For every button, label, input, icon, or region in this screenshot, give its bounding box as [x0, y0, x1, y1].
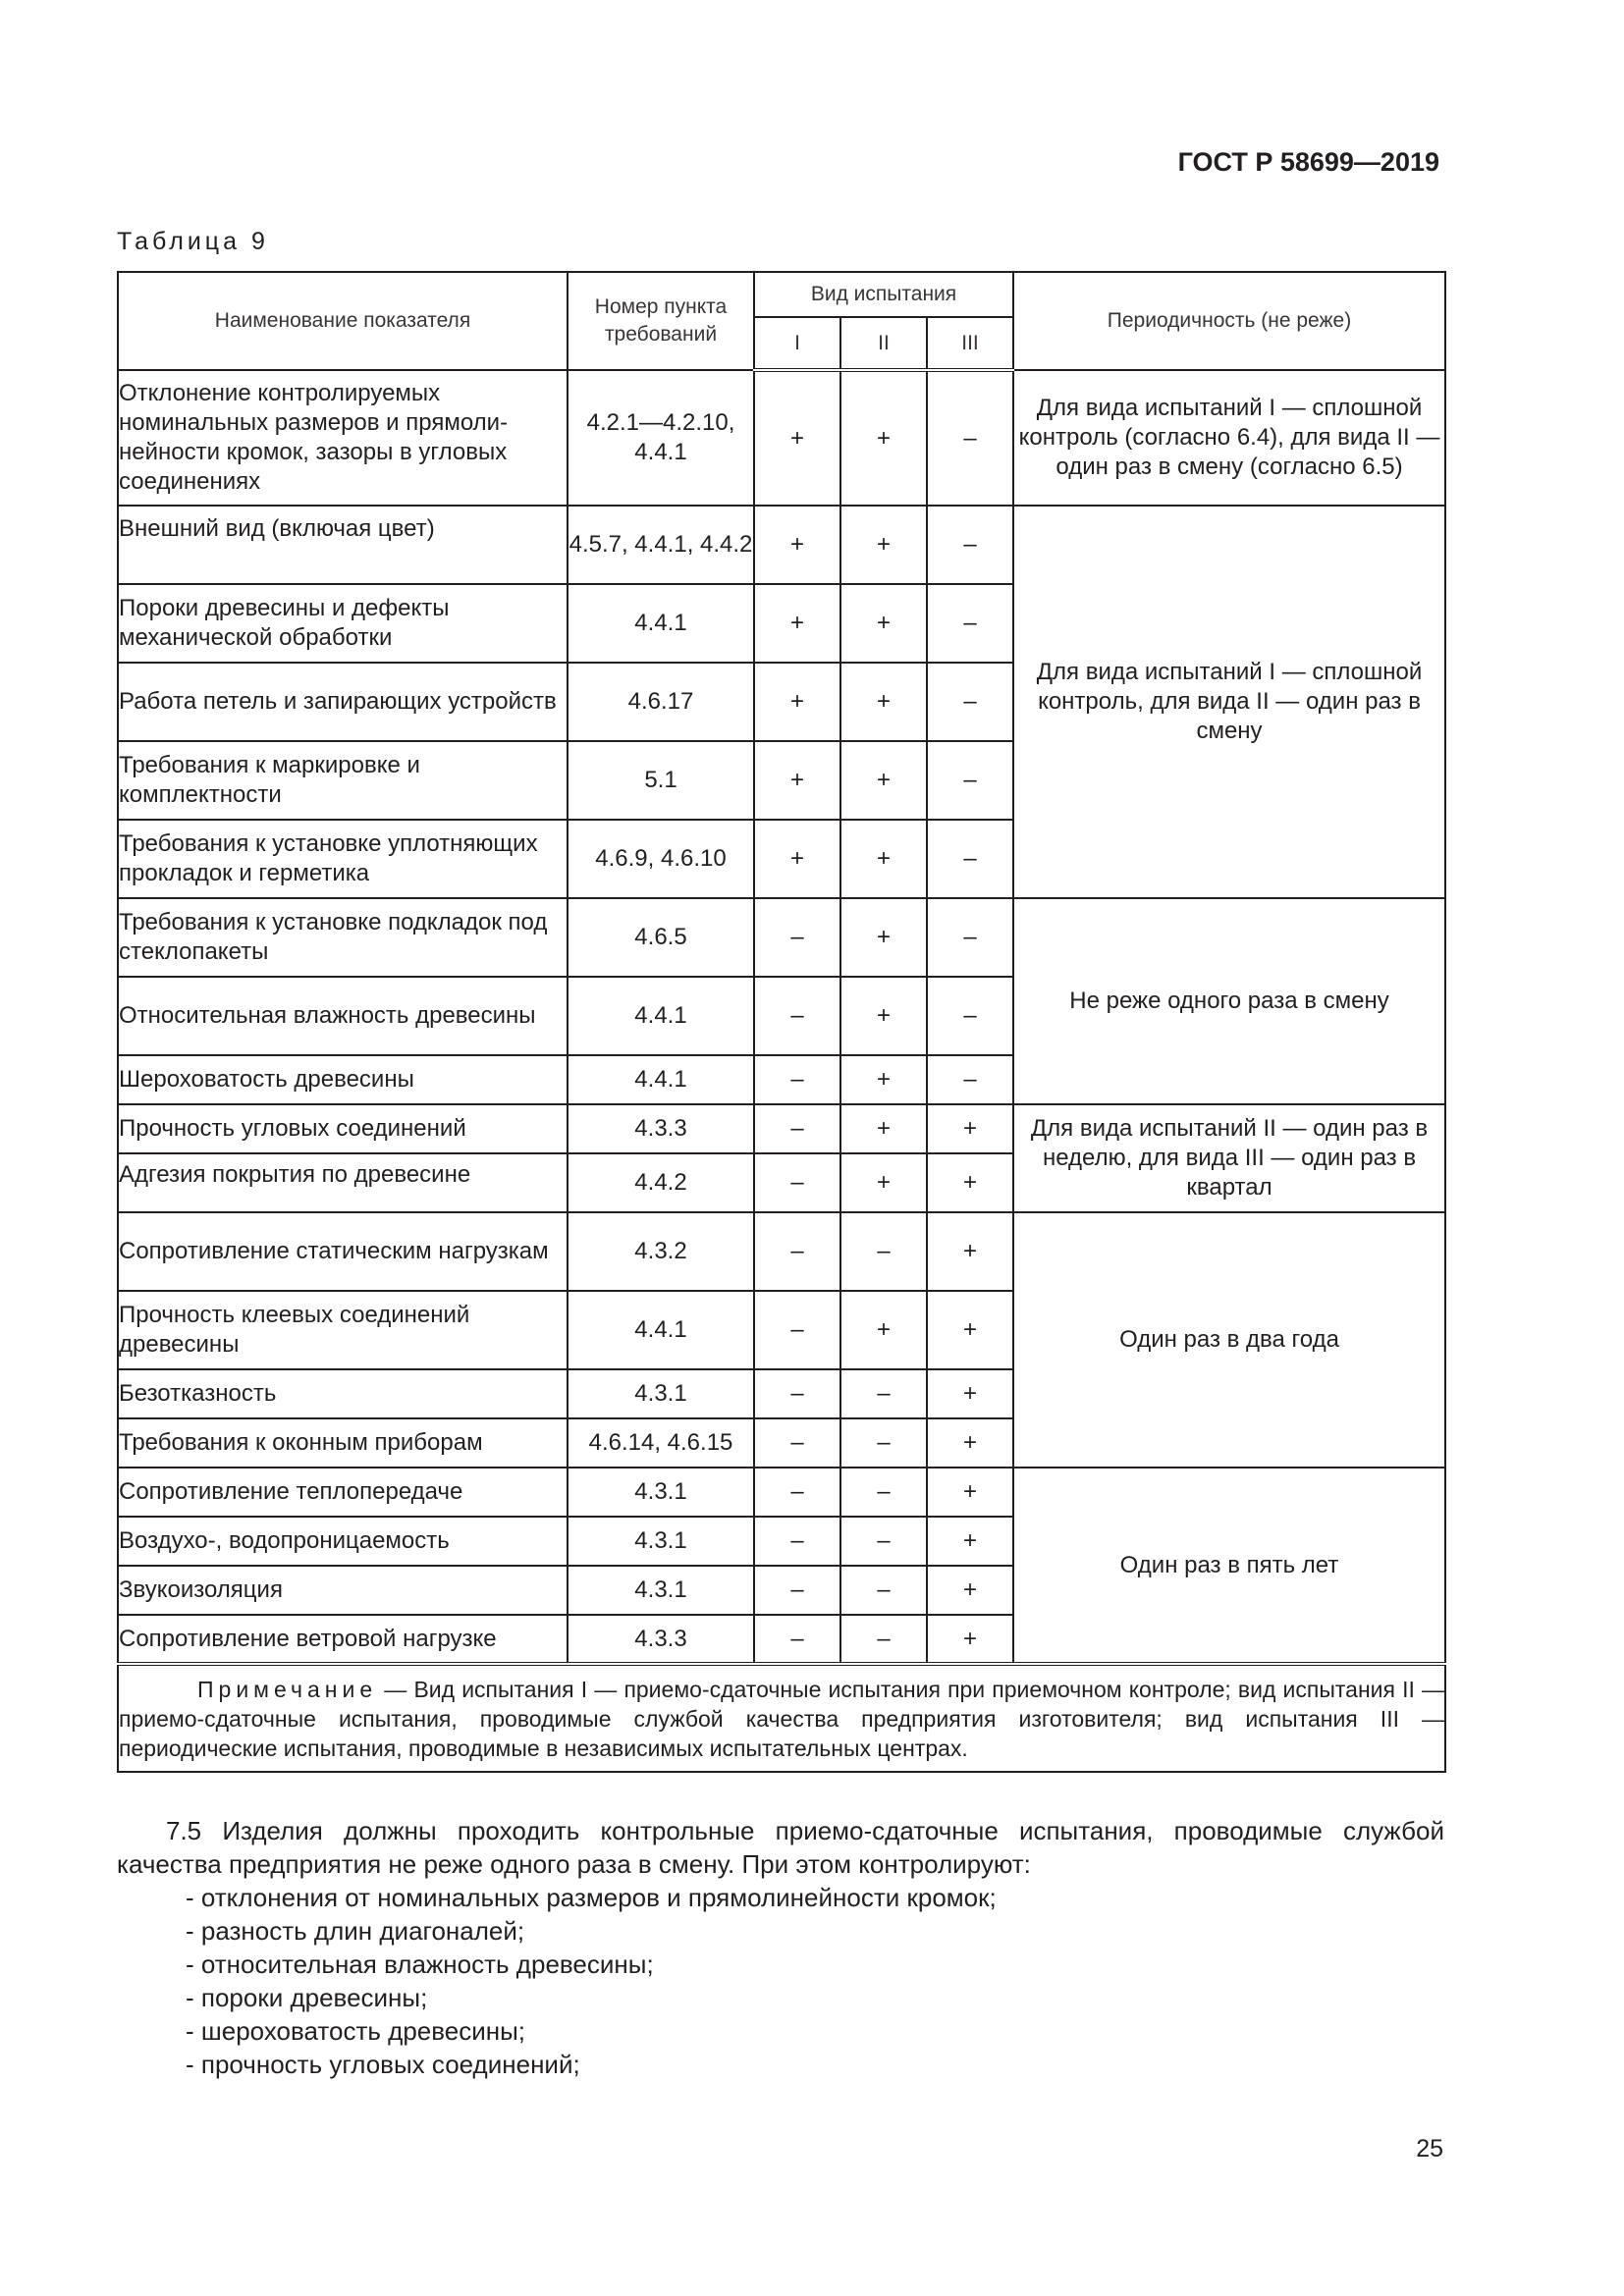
mark-iii: +: [927, 1517, 1013, 1566]
mark-i: +: [754, 820, 840, 898]
table-row: [118, 898, 1445, 977]
mark-iii: +: [927, 1291, 1013, 1369]
mark-iii: +: [927, 1104, 1013, 1153]
table-row: [118, 370, 1445, 506]
list-item: - пороки древесины;: [186, 1983, 428, 2012]
mark-i: +: [754, 663, 840, 741]
mark-i: –: [754, 1055, 840, 1104]
header-ref: Номер пункта требований: [568, 272, 754, 370]
periodicity-cell: Один раз в два года: [1013, 1212, 1445, 1468]
mark-iii: +: [927, 1418, 1013, 1468]
mark-ii: +: [840, 898, 927, 977]
mark-ii: –: [840, 1615, 927, 1664]
mark-i: +: [754, 741, 840, 820]
row-name: Относительная влажность древесины: [118, 977, 568, 1055]
list-item: - разность длин диагоналей;: [186, 1916, 525, 1946]
note-label: Примечание: [197, 1676, 378, 1702]
list-item: - отклонения от номинальных размеров и прямолинейности кромок;: [186, 1883, 997, 1912]
mark-ii: +: [840, 1055, 927, 1104]
mark-ii: +: [840, 370, 927, 506]
header-test-type: Вид испытания: [754, 272, 1013, 317]
mark-i: –: [754, 1212, 840, 1291]
row-name: Пороки древесины и дефекты механической обработки: [118, 584, 568, 663]
row-ref: 4.4.1: [568, 1055, 754, 1104]
periodicity-cell: Один раз в пять лет: [1013, 1468, 1445, 1664]
mark-ii: +: [840, 663, 927, 741]
table-row: [118, 506, 1445, 584]
mark-ii: –: [840, 1212, 927, 1291]
row-ref: 4.2.1—4.2.10, 4.4.1: [568, 370, 754, 506]
mark-i: +: [754, 370, 840, 506]
row-name: Требования к установке уплотняющих прокладок и герметика: [118, 820, 568, 898]
header-periodicity: Периодичность (не реже): [1013, 272, 1445, 370]
mark-ii: +: [840, 1153, 927, 1212]
mark-iii: +: [927, 1153, 1013, 1212]
row-ref: 4.3.1: [568, 1566, 754, 1615]
list-item: - прочность угловых соединений;: [186, 2050, 580, 2079]
control-list: [117, 1881, 1444, 2081]
row-ref: 4.3.3: [568, 1104, 754, 1153]
mark-i: –: [754, 1566, 840, 1615]
row-name: Требования к маркировке и комплектности: [118, 741, 568, 820]
row-name: Шероховатость древесины: [118, 1055, 568, 1104]
mark-ii: –: [840, 1369, 927, 1418]
row-ref: 4.4.1: [568, 977, 754, 1055]
row-name: Отклонение контролируемых номинальных размеров и прямолинейности кромок, зазоры в угловых соединениях: [118, 370, 568, 506]
row-ref: 4.6.5: [568, 898, 754, 977]
header-test-ii: II: [840, 317, 927, 370]
row-ref: 4.4.2: [568, 1153, 754, 1212]
mark-iii: –: [927, 370, 1013, 506]
mark-ii: –: [840, 1418, 927, 1468]
header-name: Наименование показателя: [118, 272, 568, 370]
mark-ii: +: [840, 1104, 927, 1153]
table-row: [118, 1468, 1445, 1517]
row-ref: 4.5.7, 4.4.1, 4.4.2: [568, 506, 754, 584]
periodicity-cell: Для вида испытаний II — один раз в неделю, для вида III — один раз в квартал: [1013, 1104, 1445, 1212]
row-ref: 4.6.9, 4.6.10: [568, 820, 754, 898]
paragraph-7-5: 7.5 Изделия должны проходить контрольные приемо-сдаточные испытания, проводимые службой качества предприятия не реже одного раза в смену. При этом контролируют:: [117, 1816, 1444, 1879]
mark-iii: –: [927, 977, 1013, 1055]
row-name: Требования к оконным приборам: [118, 1418, 568, 1468]
mark-iii: +: [927, 1468, 1013, 1517]
row-name: Внешний вид (включая цвет): [118, 506, 568, 584]
row-name: Прочность угловых соединений: [118, 1104, 568, 1153]
mark-ii: –: [840, 1566, 927, 1615]
list-item: - относительная влажность древесины;: [186, 1949, 654, 1979]
mark-i: –: [754, 1104, 840, 1153]
row-name: Работа петель и запирающих устройств: [118, 663, 568, 741]
mark-i: –: [754, 1418, 840, 1468]
row-ref: 4.4.1: [568, 1291, 754, 1369]
mark-i: –: [754, 898, 840, 977]
header-test-iii: III: [927, 317, 1013, 370]
mark-i: –: [754, 1615, 840, 1664]
row-ref: 4.6.17: [568, 663, 754, 741]
row-name: Сопротивление ветровой нагрузке: [118, 1615, 568, 1664]
table-row: [118, 1212, 1445, 1291]
mark-ii: +: [840, 506, 927, 584]
mark-iii: –: [927, 506, 1013, 584]
row-ref: 4.3.2: [568, 1212, 754, 1291]
mark-iii: +: [927, 1212, 1013, 1291]
periodicity-cell: Для вида испытаний I — сплошной контроль (согласно 6.4), для вида II — один раз в смену (согласно 6.5): [1013, 370, 1445, 506]
periodicity-cell: Для вида испытаний I — сплошной контроль, для вида II — один раз в смену: [1013, 506, 1445, 898]
mark-i: +: [754, 506, 840, 584]
mark-iii: –: [927, 820, 1013, 898]
periodicity-cell: Не реже одного раза в смену: [1013, 898, 1445, 1104]
row-name: Адгезия покрытия по древесине: [118, 1153, 568, 1212]
mark-i: –: [754, 977, 840, 1055]
list-item: - шероховатость древесины;: [186, 2016, 526, 2046]
row-ref: 4.3.1: [568, 1517, 754, 1566]
row-ref: 4.3.1: [568, 1468, 754, 1517]
mark-i: +: [754, 584, 840, 663]
row-name: Прочность клеевых соединений древесины: [118, 1291, 568, 1369]
mark-i: –: [754, 1369, 840, 1418]
mark-i: –: [754, 1153, 840, 1212]
mark-ii: +: [840, 977, 927, 1055]
mark-i: –: [754, 1517, 840, 1566]
table-caption: Таблица 9: [117, 228, 269, 255]
row-name: Воздухо-, водопроницаемость: [118, 1517, 568, 1566]
body-text: [117, 1814, 1444, 2081]
row-name: Сопротивление статическим нагрузкам: [118, 1212, 568, 1291]
note-text: — Вид испытания I — приемо-сдаточные испытания при приемочном контроле; вид испытания II — приемо-сдаточные испытания, проводимые службой качества предприятия изготовителя; вид испытания III — периодические испытания, проводимые в независимых испытательных центрах.: [119, 1676, 1445, 1761]
mark-iii: –: [927, 898, 1013, 977]
mark-iii: –: [927, 741, 1013, 820]
mark-ii: +: [840, 820, 927, 898]
document-header: ГОСТ Р 58699—2019: [1177, 147, 1439, 177]
mark-iii: +: [927, 1615, 1013, 1664]
mark-i: –: [754, 1291, 840, 1369]
row-ref: 4.3.3: [568, 1615, 754, 1664]
row-name: Звукоизоляция: [118, 1566, 568, 1615]
row-name: Требования к установке подкладок под стеклопакеты: [118, 898, 568, 977]
page-number: 25: [1416, 2135, 1443, 2163]
mark-ii: +: [840, 584, 927, 663]
mark-iii: –: [927, 584, 1013, 663]
mark-iii: –: [927, 1055, 1013, 1104]
mark-ii: +: [840, 1291, 927, 1369]
row-ref: 4.4.1: [568, 584, 754, 663]
table-note-row: [118, 1664, 1445, 1772]
row-ref: 4.3.1: [568, 1369, 754, 1418]
row-ref: 5.1: [568, 741, 754, 820]
mark-i: –: [754, 1468, 840, 1517]
row-ref: 4.6.14, 4.6.15: [568, 1418, 754, 1468]
row-name: Безотказность: [118, 1369, 568, 1418]
mark-iii: +: [927, 1369, 1013, 1418]
requirements-table: [117, 271, 1446, 1773]
mark-ii: –: [840, 1517, 927, 1566]
mark-ii: –: [840, 1468, 927, 1517]
header-test-i: I: [754, 317, 840, 370]
mark-iii: +: [927, 1566, 1013, 1615]
table-row: [118, 1104, 1445, 1153]
mark-ii: +: [840, 741, 927, 820]
row-name: Сопротивление теплопередаче: [118, 1468, 568, 1517]
mark-iii: –: [927, 663, 1013, 741]
table-note: [118, 1664, 1445, 1772]
